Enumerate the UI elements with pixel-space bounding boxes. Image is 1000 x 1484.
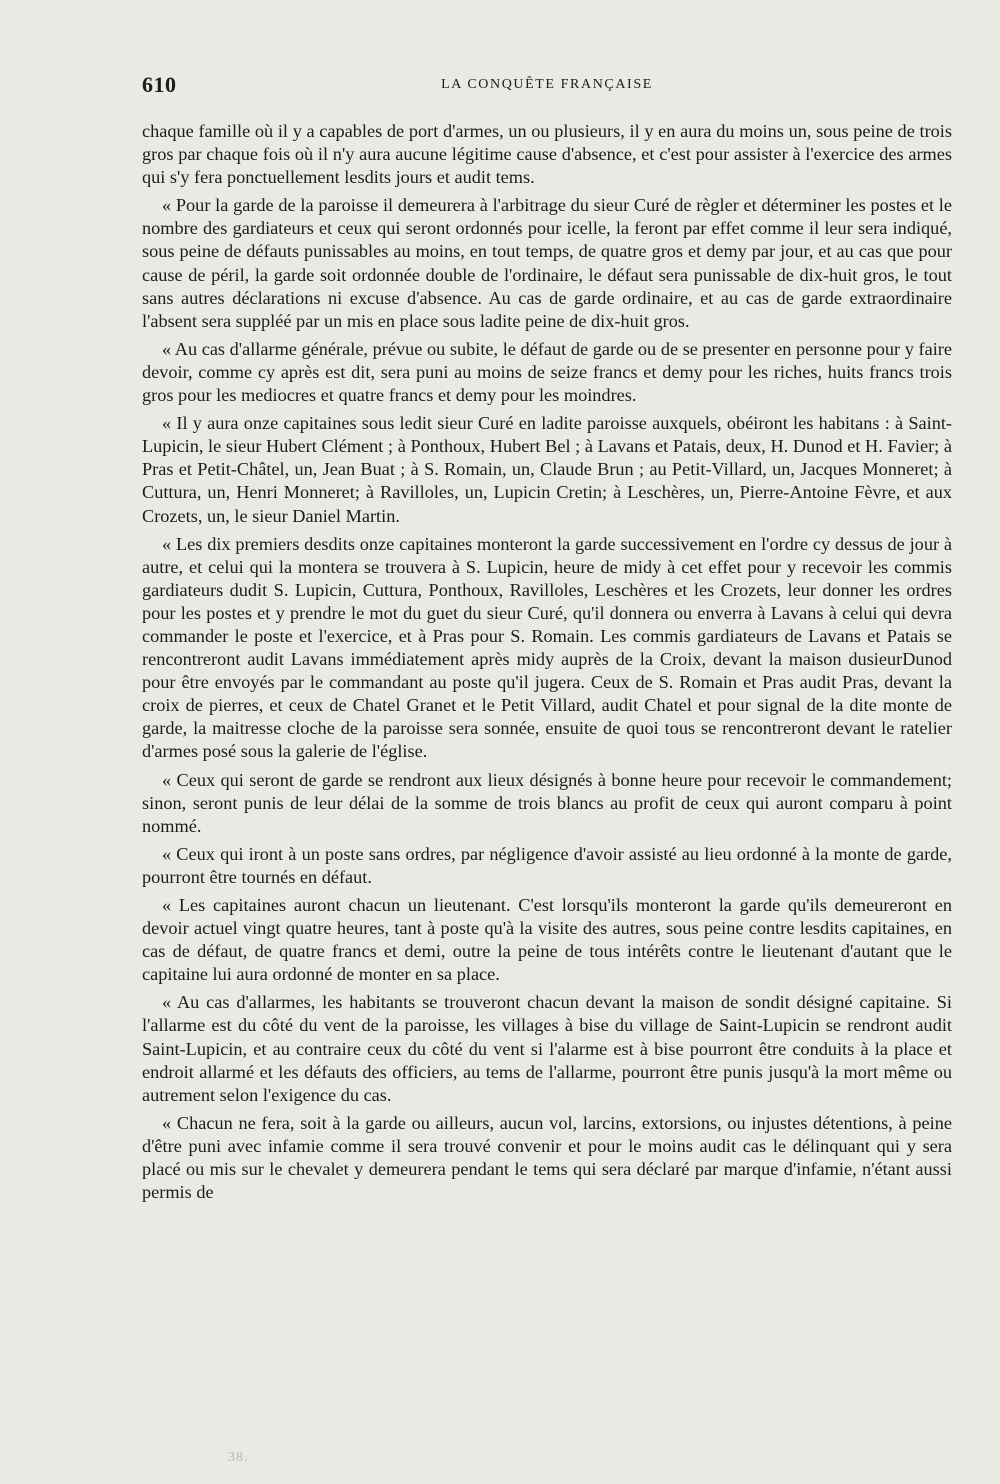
paragraph: « Ceux qui seront de garde se rendront aux lieux désignés à bonne heure pour recevoir le commandement; sinon, seront punis de leur délai de la somme de trois blancs au profit de ceux qui auront comparu à point nommé. <box>142 769 952 836</box>
paragraph: « Les dix premiers desdits onze capitaines monteront la garde successivement en l'ordre cy dessus de jour à autre, et celui qui la montera se trouvera à S. Lupicin, heure de midy à cet effet pour y recevoir les commis gardiateurs dudit S. Lupicin, Cuttura, Ponthoux, Ravilloles, Leschères et les Crozets, leur donner les ordres pour les postes et y prendre le mot du guet du sieur Curé, qu'il donnera ou enverra à Lavans à celui qui devra commander le poste et l'exercice, et à Pras pour S. Romain. Les commis gardiateurs de Lavans et Patais se rencontreront audit Lavans immédiatement après midy auprès de la Croix, devant la maison dusieurDunod pour être envoyés par le commandant au poste qu'il jugera. Ceux de S. Romain et Pras audit Pras, devant la croix de pierres, et ceux de Chatel Granet et le Petit Villard, audit Chatel et pour signal de la dite monte de garde, la maitresse cloche de la paroisse sera sonnée, ensuite de quoi tous se rencontreront devant le ratelier d'armes posé sous la galerie de l'église. <box>142 533 952 762</box>
signature-mark: 38. <box>228 1450 249 1465</box>
paragraph: « Chacun ne fera, soit à la garde ou ailleurs, aucun vol, larcins, extorsions, ou injustes détentions, à peine d'être puni avec infamie comme il sera trouvé convenir et pour le moins audit cas le délinquant qui y sera placé ou mis sur le chevalet y demeurera pendant le tems qui sera déclaré par marque d'infamie, n'étant aussi permis de <box>142 1112 952 1203</box>
running-title: LA CONQUÊTE FRANÇAISE <box>441 77 653 92</box>
paragraph: « Ceux qui iront à un poste sans ordres, par négligence d'avoir assisté au lieu ordonné à la monte de garde, pourront être tournés en défaut. <box>142 843 952 887</box>
paragraph: « Au cas d'allarmes, les habitants se trouveront chacun devant la maison de sondit désigné capitaine. Si l'allarme est du côté du vent de la paroisse, les villages à bise du village de Saint-Lupicin se rendront audit Saint-Lupicin, et au contraire ceux du côté du vent si l'alarme est à bise pourront être conduits à la place et endroit allarmé et les défauts des officiers, au tems de l'allarme, pourront être punis jusqu'à la mort même ou autrement selon l'exigence du cas. <box>142 992 952 1105</box>
body-text <box>142 120 952 1209</box>
paragraph: « Pour la garde de la paroisse il demeurera à l'arbitrage du sieur Curé de règler et déterminer les postes et le nombre des gardiateurs et ceux qui seront ordonnés pour icelle, la feront par effet comme il leur sera indiqué, sous peine de défauts punissables au moins, en tout temps, de quatre gros et demy par jour, et au cas que pour cause de péril, la garde soit ordonnée double de l'ordinaire, le défaut sera punissable de dix-huit gros, le tout sans autres déclarations ni excuse d'absence. Au cas de garde ordinaire, et au cas de garde extraordinaire l'absent sera suppléé par un mis en place sous ladite peine de dix-huit gros. <box>142 195 952 331</box>
page-number: 610 <box>142 72 177 97</box>
running-head <box>142 72 952 102</box>
paragraph: « Au cas d'allarme générale, prévue ou subite, le défaut de garde ou de se presenter en personne pour y faire devoir, comme cy après est dit, sera puni au moins de seize francs et demy pour les riches, huits francs trois gros pour les mediocres et quatre francs et demy pour les moindres. <box>142 338 952 406</box>
paragraph: « Il y aura onze capitaines sous ledit sieur Curé en ladite paroisse auxquels, obéiront les habitans : à Saint-Lupicin, le sieur Hubert Clément ; à Ponthoux, Hubert Bel ; à Lavans et Patais, deux, H. Dunod et H. Favier; à Pras et Petit-Châtel, un, Jean Buat ; à S. Romain, un, Claude Brun ; au Petit-Villard, un, Jacques Monneret; à Cuttura, un, Henri Monneret; à Ravilloles, un, Lupicin Cretin; à Leschères, un, Pierre-Antoine Fèvre, et aux Crozets, un, le sieur Daniel Martin. <box>142 413 952 526</box>
paragraph: « Les capitaines auront chacun un lieutenant. C'est lorsqu'ils monteront la garde qu'ils demeureront en devoir actuel vingt quatre heures, tant à poste qu'à la visite des autres, sous peine contre lesdits capitaines, en cas de défaut, de quatre francs et demi, outre la peine de tous intérêts contre le lieutenant d'autant que le capitaine lui aura ordonné de monter en sa place. <box>142 895 952 985</box>
paragraph: chaque famille où il y a capables de port d'armes, un ou plusieurs, il y en aura du moins un, sous peine de trois gros par chaque fois où il n'y aura aucune légitime cause d'absence, et c'est pour assister à l'exercice des armes qui s'y fera ponctuellement lesdits jours et audit tems. <box>142 121 952 188</box>
